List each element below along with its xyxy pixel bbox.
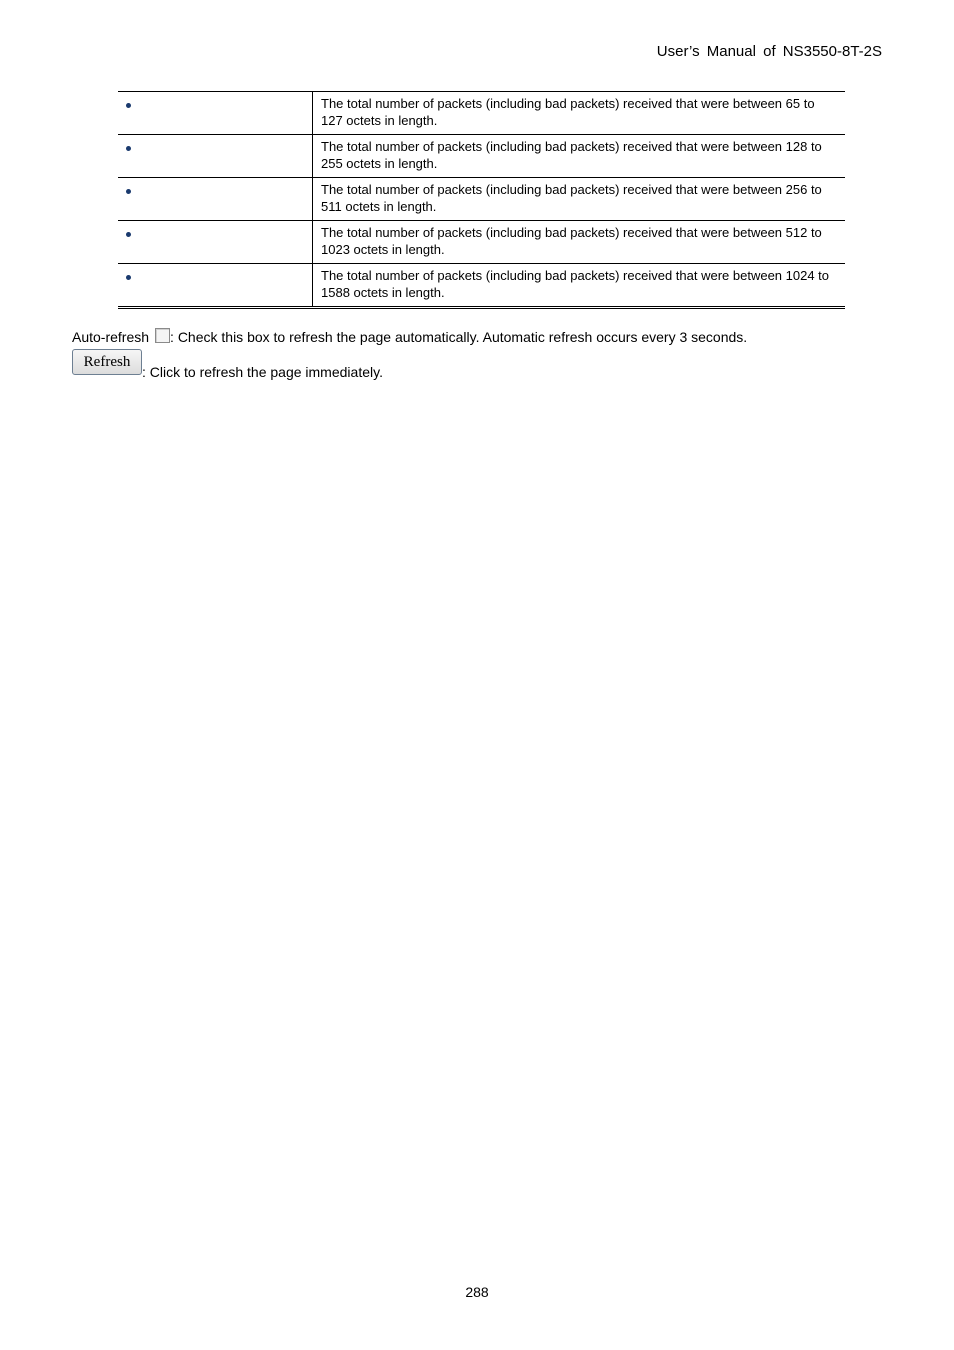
table-row <box>118 221 845 264</box>
table-row <box>118 264 845 308</box>
counters-table-wrap <box>118 91 845 309</box>
row-description: The total number of packets (including bad packets) received that were between 256 to 511 octets in length. <box>313 178 846 221</box>
auto-refresh-label: Auto-refresh <box>72 329 150 345</box>
row-description: The total number of packets (including bad packets) received that were between 1024 to 1588 octets in length. <box>321 268 830 300</box>
bullet-icon <box>126 146 131 151</box>
bullet-cell <box>118 221 313 264</box>
bullet-cell <box>118 135 313 178</box>
refresh-line <box>72 349 383 380</box>
bullet-icon <box>126 189 131 194</box>
refresh-description: : Click to refresh the page immediately. <box>142 364 383 380</box>
bullet-cell <box>118 178 313 221</box>
refresh-button[interactable]: Refresh <box>72 349 142 375</box>
counters-table <box>118 91 845 309</box>
auto-refresh-line <box>72 328 747 345</box>
bullet-icon <box>126 232 131 237</box>
row-description: The total number of packets (including bad packets) received that were between 128 to 255 octets in length. <box>313 135 846 178</box>
bullet-cell <box>118 264 313 308</box>
row-description: The total number of packets (including bad packets) received that were between 65 to 127 octets in length. <box>313 92 846 135</box>
row-description: The total number of packets (including bad packets) received that were between 512 to 1023 octets in length. <box>313 221 846 264</box>
auto-refresh-checkbox[interactable] <box>155 328 170 343</box>
table-row <box>118 92 845 135</box>
table-row <box>118 178 845 221</box>
bullet-icon <box>126 275 131 280</box>
table-row <box>118 135 845 178</box>
bullet-cell <box>118 92 313 135</box>
bullet-icon <box>126 103 131 108</box>
page-number: 288 <box>465 1284 489 1300</box>
page-header: User’s Manual of NS3550-8T-2S <box>656 43 882 60</box>
auto-refresh-description: : Check this box to refresh the page automatically. Automatic refresh occurs every 3 seconds. <box>170 329 748 345</box>
